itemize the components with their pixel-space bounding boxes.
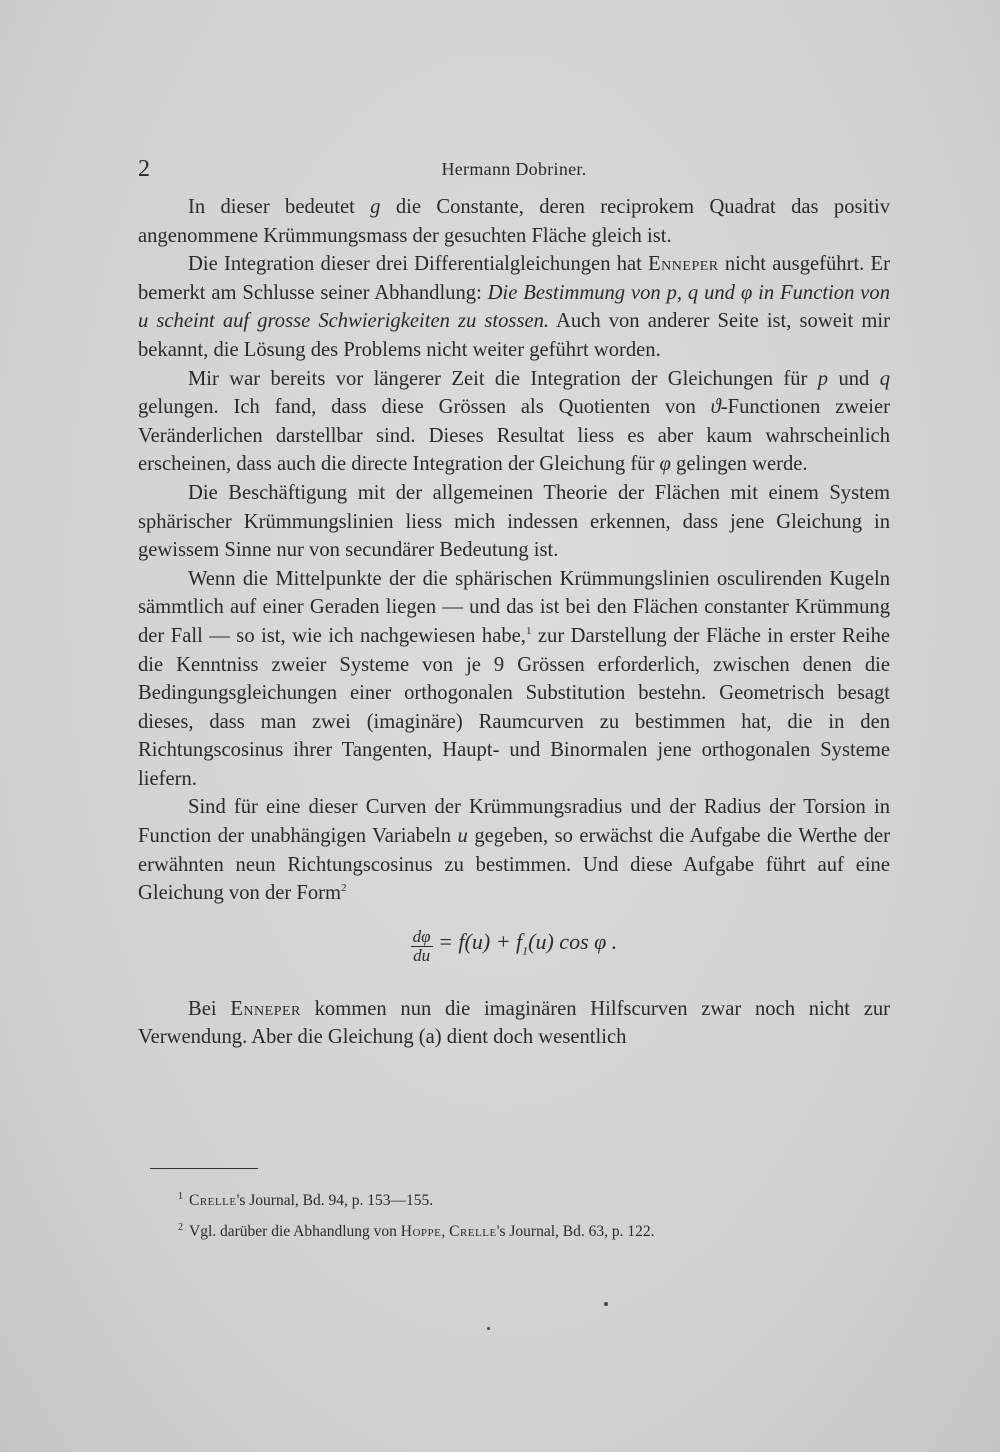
text: Die Integration dieser drei Differentialgleichungen hat <box>188 253 649 276</box>
text: kommen nun die imaginären Hilfscurven zwar noch nicht zur Verwendung. Aber die Gleichung (a) dient doch wesentlich <box>138 997 890 1049</box>
footnote-1 <box>178 1183 898 1214</box>
fraction-denominator: du <box>413 945 431 965</box>
footnote-rule <box>150 1168 258 1169</box>
footnote-mark: 2 <box>178 1222 183 1233</box>
running-title: Hermann Dobriner. <box>441 159 587 179</box>
paragraph-3 <box>138 365 890 479</box>
footnote-ref-2[interactable]: 2 <box>341 882 347 895</box>
text: gelingen werde. <box>670 453 808 476</box>
footnote-text: , <box>441 1223 450 1240</box>
page-number: 2 <box>138 156 150 182</box>
footnote-text: Vgl. darüber die Abhandlung von <box>189 1223 401 1240</box>
text: -Functionen zweier Veränderlichen darstellbar sind. Dieses Resultat liess es aber kaum wahrscheinlich erscheinen, dass auch die directe Integration der Gleichung für <box>138 396 890 476</box>
journal-name: Crelle <box>189 1192 237 1209</box>
text: gegeben, so erwächst die Aufgabe die Werthe der erwähnten neun Richtungscosinus zu bestimmen. Und diese Aufgabe führt auf eine Gleichung von der Form <box>138 825 890 905</box>
footnote-text: 's Journal, Bd. 63, p. 122. <box>496 1223 655 1240</box>
math-phi: φ <box>659 453 671 476</box>
paragraph-4: Die Beschäftigung mit der allgemeinen Theorie der Flächen mit einem System sphärischer Krümmungslinien liess mich indessen erkennen, dass jene Gleichung in gewissem Sinne nur von secundärer Bedeutung ist. <box>138 481 890 562</box>
ink-speck <box>487 1327 490 1330</box>
journal-name: Crelle <box>449 1223 497 1240</box>
math-u: u <box>457 825 468 848</box>
text: nicht ausgeführt. Er bemerkt am Schlusse seiner Abhandlung: <box>138 253 890 304</box>
display-formula <box>138 928 890 965</box>
math-q: q <box>879 367 890 390</box>
math-p: p <box>817 367 829 390</box>
text: Wenn die Mittelpunkte der die sphärischen Krümmungslinien osculirenden Kugeln sämmtlich auf einer Geraden liegen — und das ist bei den Flächen constanter Krümmung der Fall — so ist, wie ich nachgewiesen habe, <box>138 567 890 647</box>
text: Mir war bereits vor längerer Zeit die Integration der Gleichungen für <box>188 367 818 390</box>
quotation: Die Bestimmung von p, q und φ in Function von u scheint auf grosse Schwierigkeiten zu stossen. <box>138 281 890 333</box>
footnotes <box>178 1183 898 1245</box>
footnote-mark: 1 <box>178 1191 183 1202</box>
text: Auch von anderer Seite ist, soweit mir bekannt, die Lösung des Problems nicht weiter geführt worden. <box>138 310 890 361</box>
footnote-ref-1[interactable]: 1 <box>525 624 532 637</box>
footnote-text: 's Journal, Bd. 94, p. 153—155. <box>236 1192 434 1209</box>
paragraph-5 <box>138 565 890 794</box>
text: gelungen. Ich fand, dass diese Grössen als Quotienten von <box>138 396 711 419</box>
running-head <box>138 156 890 186</box>
formula-part: (u) cos φ . <box>528 929 618 955</box>
author-name: Enneper <box>648 253 719 276</box>
text: die Constante, deren reciprokem Quadrat das positiv angenommene Krümmungsmass der gesuchten Fläche gleich ist. <box>138 196 891 247</box>
body-text <box>138 193 890 1052</box>
text: Bei <box>188 997 231 1020</box>
author-name: Enneper <box>230 997 301 1020</box>
math-theta: ϑ <box>710 396 721 419</box>
text: zur Darstellung der Fläche in erster Reihe die Kenntniss zweier Systeme von je 9 Grössen erforderlich, zwischen denen die Bedingungsgleichungen einer orthogonalen Substitution bestehn. Geometrisch besagt dieses, dass man zwei (imaginäre) Raumcurven zu bestimmen hat, die in den Richtungscosinus ihrer Tangenten, Haupt- und Binormalen jene orthogonalen Systeme liefern. <box>138 624 891 790</box>
paragraph-1 <box>138 193 890 250</box>
formula-subscript: 1 <box>522 943 529 958</box>
text: und <box>828 367 880 390</box>
fraction-numerator: dφ <box>412 926 431 946</box>
formula-rhs <box>432 929 618 958</box>
formula-part: = f(u) + f <box>432 929 523 955</box>
footnote-2 <box>178 1214 898 1245</box>
author-name: Hoppe <box>400 1223 442 1240</box>
text: In dieser bedeutet <box>188 196 371 218</box>
text: Sind für eine dieser Curven der Krümmungsradius und der Radius der Torsion in Function der unabhängigen Variabeln <box>138 796 890 848</box>
paragraph-2 <box>138 250 890 364</box>
paragraph-6 <box>138 793 890 907</box>
paragraph-7 <box>138 995 890 1052</box>
ink-speck <box>604 1302 608 1306</box>
fraction <box>411 928 433 965</box>
math-g: g <box>370 196 381 218</box>
